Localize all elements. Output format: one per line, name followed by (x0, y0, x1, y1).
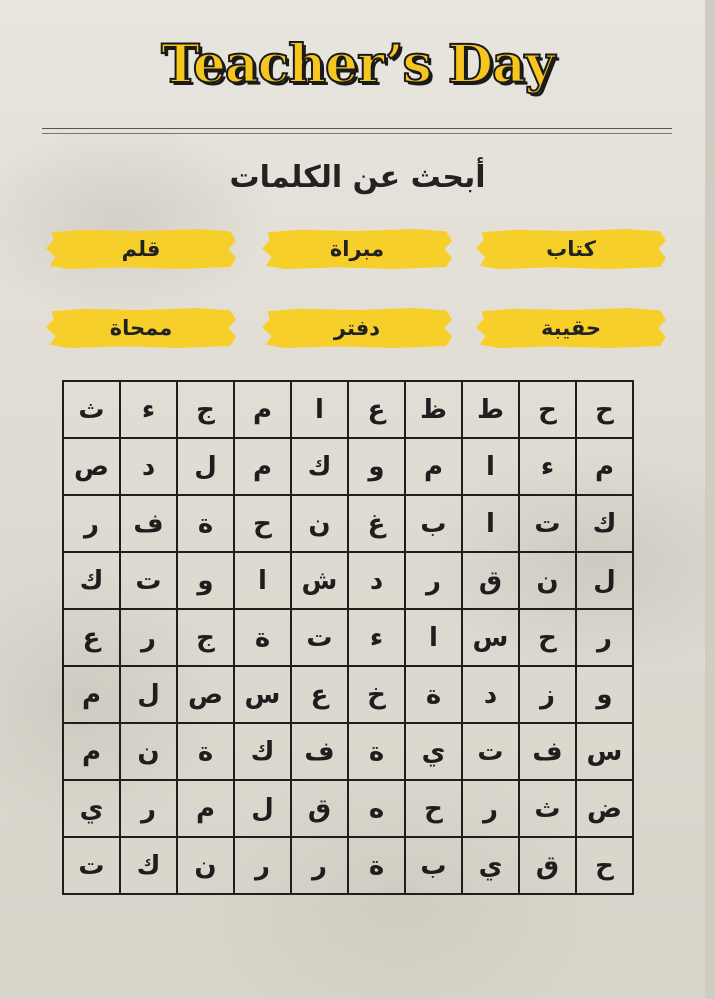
grid-cell[interactable]: ر (405, 552, 462, 609)
grid-cell[interactable]: ء (519, 438, 576, 495)
grid-cell[interactable]: و (348, 438, 405, 495)
grid-cell[interactable]: ق (462, 552, 519, 609)
word-chip (46, 308, 236, 348)
grid-cell[interactable]: م (63, 723, 120, 780)
grid-cell[interactable]: ا (234, 552, 291, 609)
grid-cell[interactable]: ص (177, 666, 234, 723)
grid-cell[interactable]: ز (519, 666, 576, 723)
grid-cell[interactable]: س (462, 609, 519, 666)
grid-cell[interactable]: خ (348, 666, 405, 723)
grid-cell[interactable]: ع (348, 381, 405, 438)
grid-cell[interactable]: ا (291, 381, 348, 438)
grid-cell[interactable]: ق (291, 780, 348, 837)
grid-cell[interactable]: ه (348, 780, 405, 837)
grid-cell[interactable]: ة (177, 723, 234, 780)
grid-cell[interactable]: م (63, 666, 120, 723)
grid-cell[interactable]: غ (348, 495, 405, 552)
grid-cell[interactable]: ح (405, 780, 462, 837)
grid-cell[interactable]: ل (234, 780, 291, 837)
grid-cell[interactable]: د (348, 552, 405, 609)
word-label: كتاب (546, 237, 596, 261)
word-label: قلم (121, 237, 161, 261)
grid-cell[interactable]: ة (177, 495, 234, 552)
word-chip (262, 229, 452, 269)
grid-cell[interactable]: ت (63, 837, 120, 894)
grid-cell[interactable]: ع (291, 666, 348, 723)
grid-cell[interactable]: ر (63, 495, 120, 552)
word-chip (476, 229, 666, 269)
grid-cell[interactable]: د (462, 666, 519, 723)
grid-cell[interactable]: ت (291, 609, 348, 666)
grid-cell[interactable]: ي (405, 723, 462, 780)
grid-cell[interactable]: ل (177, 438, 234, 495)
page-title: Teacher’s Day (161, 34, 554, 95)
grid-cell[interactable]: ض (576, 780, 633, 837)
grid-cell[interactable]: ك (234, 723, 291, 780)
grid-cell[interactable]: ن (120, 723, 177, 780)
instructions-heading: أبحث عن الكلمات (229, 160, 486, 195)
word-label: مبراة (329, 237, 385, 261)
grid-cell[interactable]: و (576, 666, 633, 723)
grid-row (63, 666, 633, 723)
grid-cell[interactable]: ن (177, 837, 234, 894)
grid-cell[interactable]: ق (519, 837, 576, 894)
grid-cell[interactable]: ر (234, 837, 291, 894)
word-chip (262, 308, 452, 348)
grid-row (63, 552, 633, 609)
grid-cell[interactable]: ج (177, 381, 234, 438)
grid-cell[interactable]: س (576, 723, 633, 780)
grid-cell[interactable]: ر (120, 780, 177, 837)
word-label: دفتر (333, 316, 381, 340)
grid-cell[interactable]: ة (234, 609, 291, 666)
grid-row (63, 609, 633, 666)
grid-cell[interactable]: ر (462, 780, 519, 837)
grid-cell[interactable]: ع (63, 609, 120, 666)
grid-cell[interactable]: ظ (405, 381, 462, 438)
grid-row (63, 723, 633, 780)
grid-cell[interactable]: ا (462, 495, 519, 552)
grid-cell[interactable]: ت (462, 723, 519, 780)
grid-cell[interactable]: ج (177, 609, 234, 666)
word-search-grid (62, 380, 634, 895)
grid-cell[interactable]: ت (120, 552, 177, 609)
grid-cell[interactable]: ء (348, 609, 405, 666)
grid-cell[interactable]: ف (519, 723, 576, 780)
divider-line (42, 128, 672, 129)
grid-cell[interactable]: ن (519, 552, 576, 609)
grid-row (63, 780, 633, 837)
grid-cell[interactable]: س (234, 666, 291, 723)
word-chip (46, 229, 236, 269)
grid-cell[interactable]: ح (519, 609, 576, 666)
grid-cell[interactable]: ة (348, 837, 405, 894)
grid-cell[interactable]: ك (120, 837, 177, 894)
grid-cell[interactable]: ث (519, 780, 576, 837)
grid-row (63, 837, 633, 894)
grid-cell[interactable]: و (177, 552, 234, 609)
word-label: ممحاة (109, 316, 173, 340)
grid-cell[interactable]: م (234, 438, 291, 495)
grid-cell[interactable]: ح (234, 495, 291, 552)
grid-row (63, 438, 633, 495)
grid-cell[interactable]: ك (291, 438, 348, 495)
grid-cell[interactable]: ك (576, 495, 633, 552)
grid-row (63, 495, 633, 552)
grid-cell[interactable]: ة (348, 723, 405, 780)
word-label: حقيبة (540, 316, 602, 340)
grid-row (63, 381, 633, 438)
grid-cell[interactable]: ط (462, 381, 519, 438)
word-chip (476, 308, 666, 348)
grid-cell[interactable]: ا (405, 609, 462, 666)
grid-cell[interactable]: ر (576, 609, 633, 666)
grid-cell[interactable]: ف (291, 723, 348, 780)
grid-cell[interactable]: ل (576, 552, 633, 609)
grid-cell[interactable]: م (177, 780, 234, 837)
grid-cell[interactable]: ل (120, 666, 177, 723)
grid-cell[interactable]: ش (291, 552, 348, 609)
grid-cell[interactable]: ح (519, 381, 576, 438)
grid-cell[interactable]: د (120, 438, 177, 495)
grid-cell[interactable]: م (405, 438, 462, 495)
grid-cell[interactable]: ر (120, 609, 177, 666)
grid-cell[interactable]: م (576, 438, 633, 495)
grid-cell[interactable]: ي (63, 780, 120, 837)
divider-line (42, 133, 672, 134)
grid-cell[interactable]: ة (405, 666, 462, 723)
grid-cell[interactable]: ص (63, 438, 120, 495)
grid-cell[interactable]: ب (405, 495, 462, 552)
grid-cell[interactable]: ا (462, 438, 519, 495)
grid-cell[interactable]: ف (120, 495, 177, 552)
grid-cell[interactable]: ث (63, 381, 120, 438)
grid-cell[interactable]: ح (576, 381, 633, 438)
grid-cell[interactable]: م (234, 381, 291, 438)
grid-cell[interactable]: ت (519, 495, 576, 552)
grid-cell[interactable]: ك (63, 552, 120, 609)
grid-cell[interactable]: ي (462, 837, 519, 894)
grid-cell[interactable]: ح (576, 837, 633, 894)
grid-cell[interactable]: ر (291, 837, 348, 894)
grid-cell[interactable]: ب (405, 837, 462, 894)
grid-cell[interactable]: ء (120, 381, 177, 438)
grid-cell[interactable]: ن (291, 495, 348, 552)
